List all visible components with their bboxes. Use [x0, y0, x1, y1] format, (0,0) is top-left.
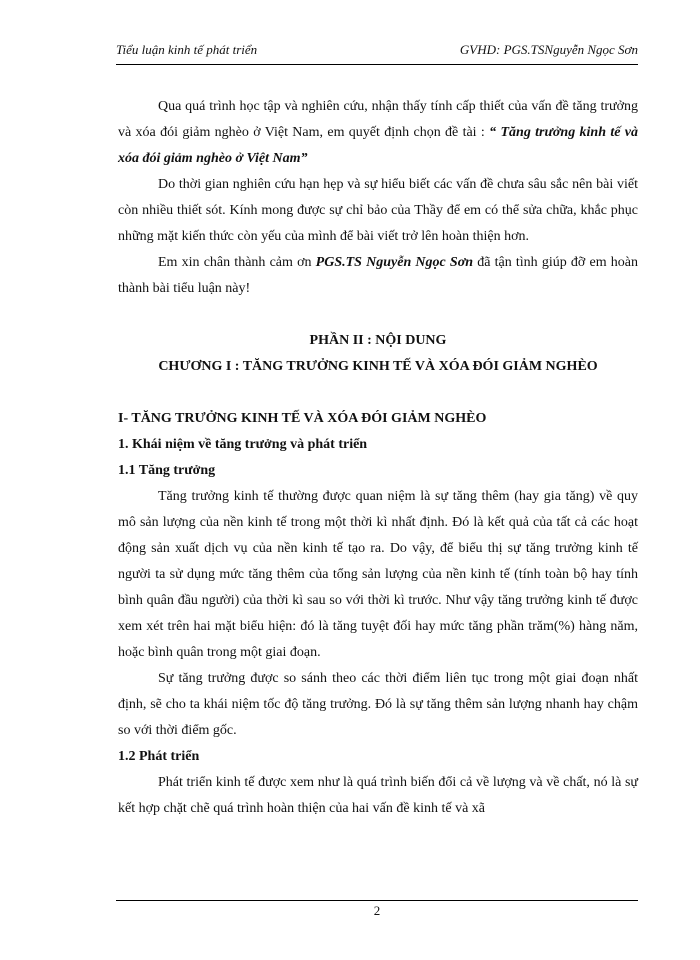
intro-p3-advisor-name: PGS.TS Nguyễn Ngọc Sơn — [315, 255, 474, 270]
spacer — [118, 380, 638, 406]
intro-paragraph-3 — [118, 250, 638, 302]
chapter-title: CHƯƠNG I : TĂNG TRƯỞNG KINH TẾ VÀ XÓA ĐÓI GIẢM NGHÈO — [158, 359, 598, 374]
subsection-1-2-heading: 1.2 Phát triển — [118, 749, 200, 764]
page-header — [116, 40, 638, 65]
intro-p3-b: đã tận tình giúp đỡ em hoàn thành bài tiểu luận này! — [118, 255, 638, 296]
subsection-1-heading: 1. Khái niệm về tăng trưởng và phát triển — [118, 437, 368, 452]
intro-p1-text: Qua quá trình học tập và nghiên cứu, nhận thấy tính cấp thiết của vấn đề tăng trưởng và xóa đói giảm nghèo ở Việt Nam, em quyết định chọn đề tài : — [118, 99, 638, 140]
intro-p3-a: Em xin chân thành cảm ơn — [158, 255, 316, 270]
part-title: PHẦN II : NỘI DUNG — [309, 333, 447, 348]
growth-paragraph-2: Sự tăng trưởng được so sánh theo các thời điểm liên tục trong một giai đoạn nhất định, sẽ cho ta khái niệm tốc độ tăng trưởng. Đó là sự tăng thêm sản lượng nhanh hay chậm so với thời điểm gốc. — [118, 671, 638, 738]
page-content — [118, 94, 638, 822]
intro-p1-topic-title: “ Tăng trưởng kinh tế và xóa đói giảm nghèo ở Việt Nam” — [118, 125, 638, 166]
header-right-advisor: GVHD: PGS.TSNguyễn Ngọc Sơn — [459, 42, 638, 57]
header-left-title: Tiểu luận kinh tế phát triển — [116, 42, 258, 57]
development-paragraph: Phát triển kinh tế được xem như là quá trình biến đổi cả về lượng và về chất, nó là sự kết hợp chặt chẽ quá trình hoàn thiện của hai vấn đề kinh tế và xã — [118, 775, 638, 816]
intro-paragraph-2: Do thời gian nghiên cứu hạn hẹp và sự hiểu biết các vấn đề chưa sâu sắc nên bài viết còn nhiều thiết sót. Kính mong được sự chỉ bảo của Thầy để em có thể sửa chữa, khắc phục những mặt kiến thức còn yếu của mình để bài viết trở lên hoàn thiện hơn. — [118, 177, 638, 244]
spacer — [118, 302, 638, 328]
page-footer — [116, 900, 638, 919]
subsection-1-1-heading: 1.1 Tăng trưởng — [118, 463, 216, 478]
intro-paragraph-1 — [118, 94, 638, 172]
growth-paragraph-1: Tăng trưởng kinh tế thường được quan niệm là sự tăng thêm (hay gia tăng) về quy mô sản lượng của nền kinh tế trong một thời kì nhất định. Đó là kết quả của tất cả các hoạt động sản xuất dịch vụ của nền kinh tế tạo ra. Do vậy, để biểu thị sự tăng trưởng kinh tế người ta sử dụng mức tăng thêm của tổng sản lượng của nền kinh tế (tính toàn bộ hay tính bình quân đầu người) của thời kì sau so với thời kì trước. Như vậy tăng trưởng kinh tế được xem xét trên hai mặt biểu hiện: đó là tăng tuyệt đối hay mức tăng phần trăm(%) hàng năm, hoặc bình quân trong một giai đoạn. — [118, 489, 638, 660]
page-number: 2 — [373, 903, 381, 918]
section-heading: I- TĂNG TRƯỞNG KINH TẾ VÀ XÓA ĐÓI GIẢM NGHÈO — [118, 411, 487, 426]
